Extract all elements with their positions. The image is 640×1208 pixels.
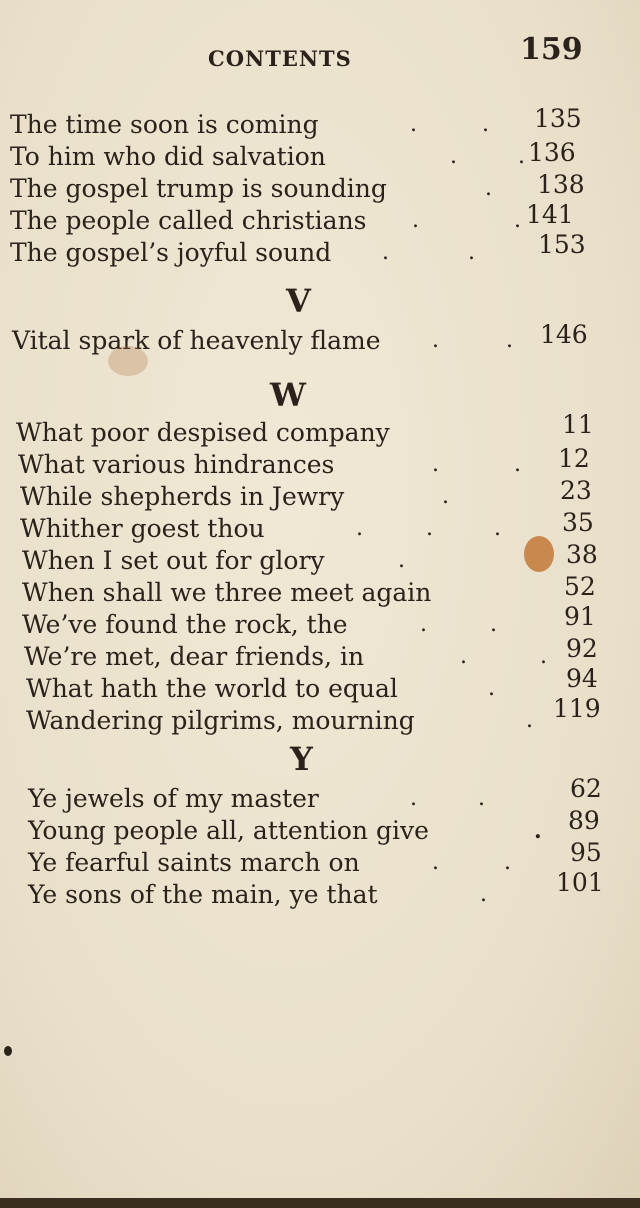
leader-dot: . [514, 208, 521, 233]
section-letter-y: Y [290, 740, 313, 778]
leader-dot: . [410, 112, 417, 137]
page-edge-shadow [0, 1198, 640, 1208]
index-entry [0, 664, 640, 706]
entry-title: Ye fearful saints march on [28, 848, 360, 877]
running-header: CONTENTS [208, 46, 352, 71]
index-entry [0, 694, 640, 738]
section-letter-v: V [286, 282, 311, 320]
section-letter-w: W [270, 376, 306, 414]
leader-dot: . [382, 240, 389, 265]
entry-title: What various hindrances [18, 450, 335, 479]
entry-page: 89 [568, 806, 600, 835]
entry-title: When I set out for glory [22, 546, 325, 575]
ink-stain [108, 346, 148, 376]
ink-spot [4, 1046, 12, 1056]
entry-page: 23 [560, 476, 592, 505]
index-entry [0, 320, 640, 358]
entry-title: The gospel’s joyful sound [10, 238, 332, 267]
entry-title: We’ve found the rock, the [22, 610, 348, 639]
leader-dot: . [490, 612, 497, 637]
leader-dot: . [485, 176, 492, 201]
entry-page: 135 [534, 104, 582, 133]
leader-dot: . [518, 144, 525, 169]
entry-title: When shall we three meet again [22, 578, 432, 607]
index-entry [0, 410, 640, 450]
leader-dot: . [450, 144, 457, 169]
leader-dot: . [494, 516, 501, 541]
index-entry [0, 572, 640, 610]
leader-dot: . [480, 882, 487, 907]
entry-page: 95 [570, 838, 602, 867]
leader-dot: . [398, 548, 405, 573]
index-entry [0, 476, 640, 514]
leader-dot: . [442, 484, 449, 509]
entry-title: The people called christians [10, 206, 367, 235]
index-entry [0, 444, 640, 482]
entry-page: 138 [537, 170, 585, 199]
entry-title: We’re met, dear friends, in [24, 642, 365, 671]
leader-dot: . [478, 786, 485, 811]
entry-page: 141 [526, 200, 574, 229]
entry-page: 91 [564, 602, 596, 631]
index-entry [0, 806, 640, 848]
index-entry [0, 230, 640, 270]
entry-page: 52 [564, 572, 596, 601]
entry-page: 11 [562, 410, 594, 439]
entry-page: 146 [540, 320, 588, 349]
leader-dot: . [534, 818, 542, 844]
entry-title: The gospel trump is sounding [10, 174, 387, 203]
leader-dot: . [526, 708, 533, 733]
index-entry [0, 602, 640, 642]
index-entry [0, 774, 640, 816]
leader-dot: . [468, 240, 475, 265]
leader-dot: . [412, 208, 419, 233]
leader-dot: . [514, 452, 521, 477]
entry-page: 119 [553, 694, 601, 723]
entry-title: What poor despised company [16, 418, 390, 447]
leader-dot: . [432, 328, 439, 353]
leader-dot: . [356, 516, 363, 541]
leader-dot: . [420, 612, 427, 637]
index-entry [0, 868, 640, 912]
entry-title: Ye jewels of my master [28, 784, 319, 813]
entry-title: The time soon is coming [10, 110, 319, 139]
leader-dot: . [432, 452, 439, 477]
entry-title: Ye sons of the main, ye that [28, 880, 378, 909]
index-entry [0, 634, 640, 674]
index-entry [0, 838, 640, 880]
leader-dot: . [540, 644, 547, 669]
entry-page: 62 [570, 774, 602, 803]
leader-dot: . [488, 676, 495, 701]
entry-title: To him who did salvation [10, 142, 326, 171]
entry-title: Whither goest thou [20, 514, 265, 543]
page-number: 159 [520, 32, 583, 67]
leader-dot: . [504, 850, 511, 875]
entry-title: What hath the world to equal [26, 674, 398, 703]
entry-page: 38 [566, 540, 598, 569]
entry-title: While shepherds in Jewry [20, 482, 345, 511]
entry-page: 12 [558, 444, 590, 473]
leader-dot: . [432, 850, 439, 875]
leader-dot: . [506, 328, 513, 353]
leader-dot: . [410, 786, 417, 811]
entry-page: 94 [566, 664, 598, 693]
leader-dot: . [482, 112, 489, 137]
ink-stain [524, 536, 554, 572]
entry-page: 153 [538, 230, 586, 259]
entry-title: Vital spark of heavenly flame [12, 326, 381, 355]
entry-page: 92 [566, 634, 598, 663]
entry-page: 35 [562, 508, 594, 537]
entry-page: 101 [556, 868, 604, 897]
entry-page: 136 [528, 138, 576, 167]
entry-title: Wandering pilgrims, mourning [26, 706, 415, 735]
leader-dot: . [426, 516, 433, 541]
leader-dot: . [460, 644, 467, 669]
entry-title: Young people all, attention give [28, 816, 429, 845]
